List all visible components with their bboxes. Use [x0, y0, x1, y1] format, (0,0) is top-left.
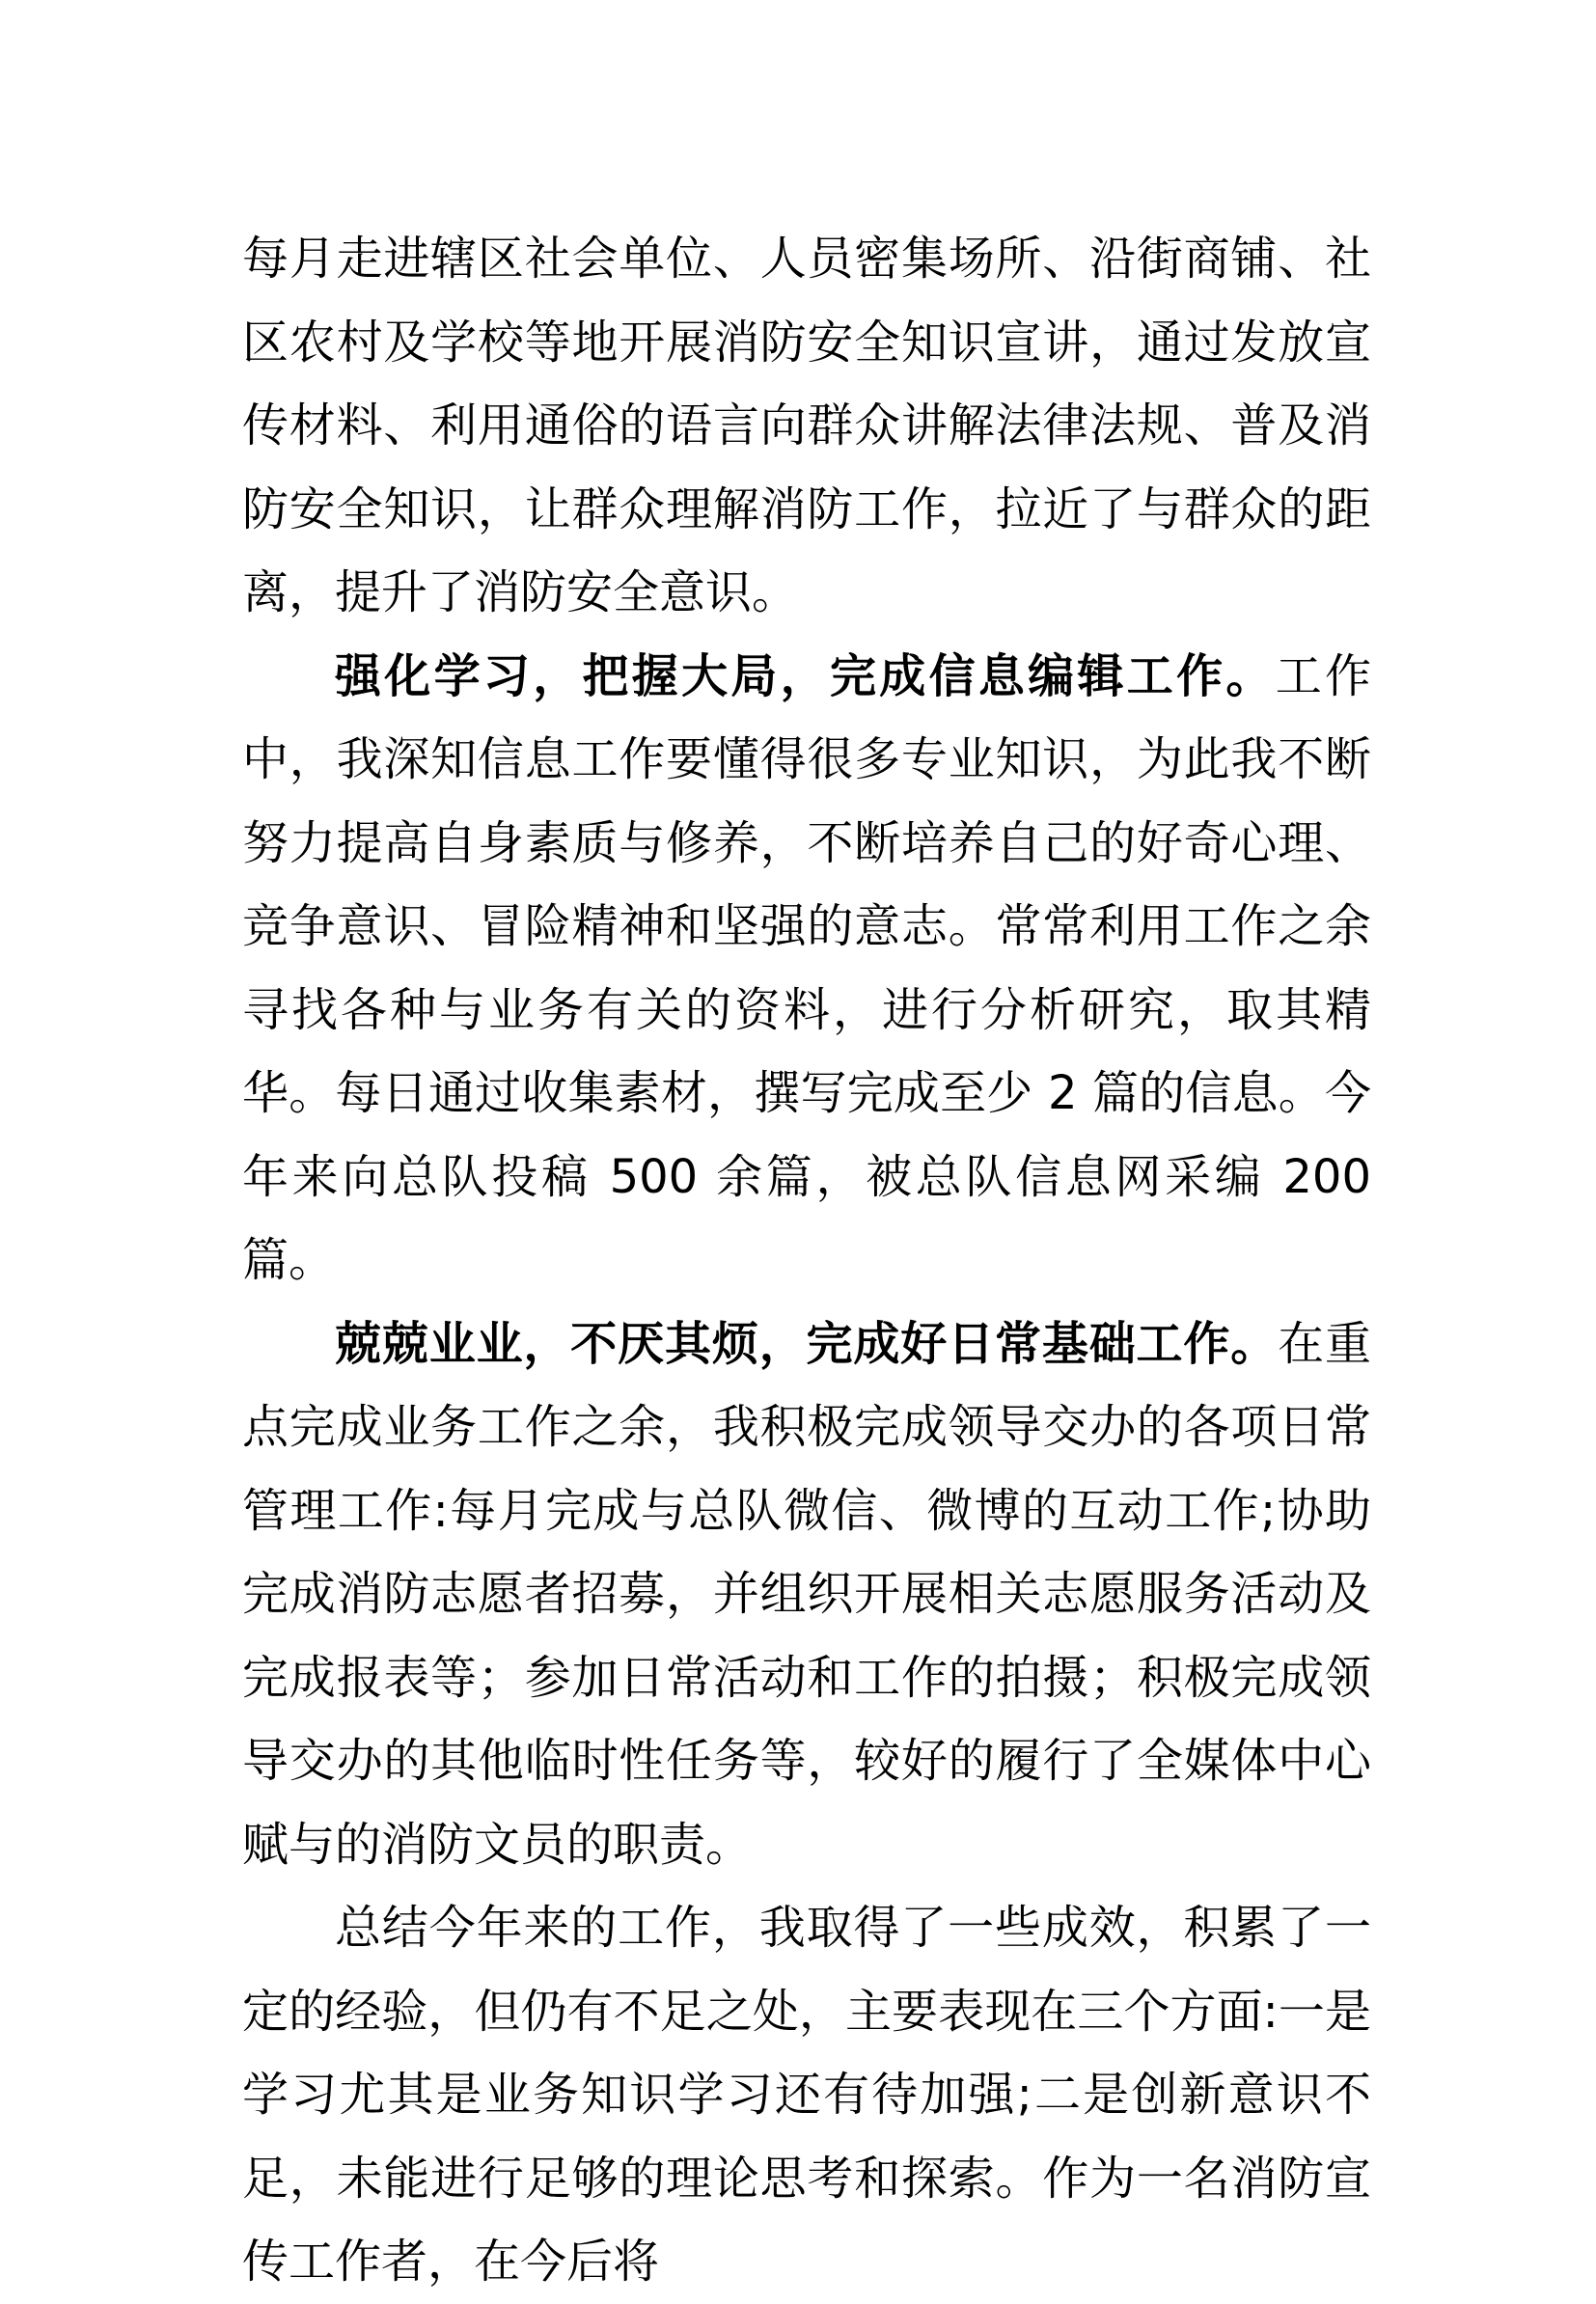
paragraph-text: 每月走进辖区社会单位、人员密集场所、沿街商铺、社区农村及学校等地开展消防安全知识宣讲，通过发放宣传材料、利用通俗的语言向群众讲解法律法规、普及消防安全知识，让群众理解消防工作，拉近了与群众的距离，提升了消防安全意识。 [242, 232, 1371, 619]
paragraph-daily-work [242, 1303, 1371, 1887]
paragraph-lead: 兢兢业业，不厌其烦，完成好日常基础工作。 [335, 1316, 1279, 1371]
paragraph-text: 工作中，我深知信息工作要懂得很多专业知识，为此我不断努力提高自身素质与修养，不断培养自己的好奇心理、竞争意识、冒险精神和坚强的意志。常常利用工作之余寻找各种与业务有关的资料，进行分析研究，取其精华。每日通过收集素材，撰写完成至少 2 篇的信息。今年来向总队投稿 500 余篇，被总队信息网采编 200 篇。 [242, 648, 1371, 1287]
document-page [242, 217, 1371, 2304]
paragraph-lead: 强化学习，把握大局，完成信息编辑工作。 [335, 648, 1276, 703]
paragraph-publicity [242, 217, 1371, 635]
paragraph-text: 在重点完成业务工作之余，我积极完成领导交办的各项日常管理工作:每月完成与总队微信、微博的互动工作;协助完成消防志愿者招募，并组织开展相关志愿服务活动及完成报表等；参加日常活动和工作的拍摄；积极完成领导交办的其他临时性任务等，较好的履行了全媒体中心赋与的消防文员的职责。 [242, 1316, 1371, 1872]
paragraph-information-editing [242, 635, 1371, 1303]
paragraph-text: 总结今年来的工作，我取得了一些成效，积累了一定的经验，但仍有不足之处，主要表现在三个方面:一是学习尤其是业务知识学习还有待加强;二是创新意识不足，未能进行足够的理论思考和探索。作为一名消防宣传工作者，在今后将 [242, 1901, 1371, 2289]
paragraph-summary [242, 1886, 1371, 2304]
